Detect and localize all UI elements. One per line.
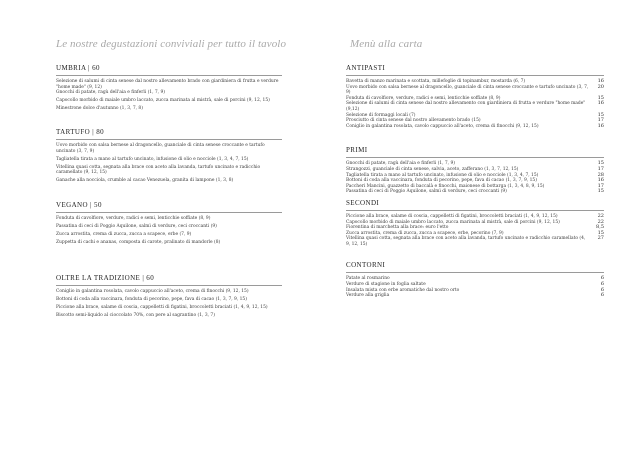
section-secondi bbox=[346, 199, 604, 248]
secondi-title: SECONDI bbox=[346, 198, 380, 207]
menu-item: Zucca arrostita, crema di zucca, zucca a scapece, erbe, pecorino (7, 9) 15 bbox=[346, 229, 604, 236]
a-la-carte-column bbox=[346, 64, 604, 299]
menu-item: Fonduta di cavolfiore, verdure, radici e semi, lenticchie soffiate (8, 9) 15 bbox=[346, 94, 604, 101]
tasting-menus-heading: Le nostre degustazioni conviviali per tutto il tavolo bbox=[56, 38, 287, 50]
divider bbox=[56, 139, 282, 140]
menu-tradizione-title: OLTRE LA TRADIZIONE | 60 bbox=[56, 273, 155, 282]
menu-item: Verdure alla griglia 6 bbox=[346, 292, 604, 299]
price: 28 bbox=[597, 171, 604, 178]
menu-tradizione bbox=[56, 274, 282, 319]
section-contorni bbox=[346, 261, 604, 298]
price: 15 bbox=[597, 188, 604, 195]
menu-tartufo-title: TARTUFO | 80 bbox=[56, 127, 104, 136]
price: 6 bbox=[600, 292, 604, 299]
menu-item: Insalata mista con erbe aromatiche dal nostro orto 6 bbox=[346, 286, 604, 293]
menu-item: Prosciutto di cinta senese dal nostro allevamento brado (15) 17 bbox=[346, 117, 604, 124]
divider bbox=[56, 212, 282, 213]
divider bbox=[346, 210, 604, 211]
price: 17 bbox=[597, 165, 604, 172]
menu-umbria bbox=[56, 64, 282, 112]
menu-item: Strangozzi, guanciale di cinta senese, salvia, aceto, zafferano (1, 3, 7, 12, 15) 17 bbox=[346, 165, 604, 172]
menu-item: Bottoni di coda alla vaccinara, fonduta di pecorino, pepe, fava di cacao (1, 3, 7, 9, 15) 16 bbox=[346, 177, 604, 184]
menu-item: Tagliatella tirata a mano al tartufo uncinato, infusione di olio e nocciole (1, 3, 4, 7, 15) 28 bbox=[346, 171, 604, 178]
menu-item: Piccione alla brace, salame di coscia, cappelletti di figatini, broccoletti braciati (1, 4, 9, 12, 15) 22 bbox=[346, 212, 604, 219]
divider bbox=[346, 272, 604, 273]
menu-item: Verdure di stagione in foglia saltate 6 bbox=[346, 281, 604, 288]
divider bbox=[56, 75, 282, 76]
menu-item: Fiorentina di marchetta alla brace: euro l'etto 8,5 bbox=[346, 224, 604, 231]
list-item: Coniglio in galantina rosolata, cavolo cappuccio all'aceto, crema di finocchi (9, 12, 15) bbox=[56, 288, 249, 294]
price: 16 bbox=[597, 100, 604, 107]
menu-tartufo bbox=[56, 128, 282, 184]
list-item: Uovo morbido con salsa bernese al dragoncello, guanciale di cinta senese croccante e tartufo uncinato (3, 7, 9) bbox=[56, 142, 265, 154]
list-item: Selezione di salumi di cinta senese dal nostro allevamento brado con giardiniera di frutta e verdure "home made" (9, 12) bbox=[56, 79, 279, 90]
menu-item: Paccheri Mancini, guazzetto di baccalà e finocchi, maionese di bottarga (1, 3, 4, 8, 9, 15) 17 bbox=[346, 182, 604, 189]
price: 8,5 bbox=[596, 224, 604, 231]
price: 27 bbox=[597, 235, 604, 242]
price: 15 bbox=[597, 94, 604, 101]
list-item: Fonduta di cavolfiore, verdure, radici e semi, lenticchie soffiate (8, 9) bbox=[56, 216, 211, 222]
menu-item: Coniglio in galantina rosolata, cavolo cappuccio all'aceto, crema di finocchi (9, 12, 15) 16 bbox=[346, 122, 604, 129]
menu-vegano-title: VEGANO | 50 bbox=[56, 201, 102, 210]
primi-title: PRIMI bbox=[346, 146, 368, 155]
menu-item: Bavetta di manzo marinata e scottata, millefoglie di topinambur, mostarda (6, 7) 16 bbox=[346, 78, 604, 84]
list-item: Zuppetta di cachi e ananas, composta di carote, pralinato di mandorle (8) bbox=[56, 240, 221, 246]
price: 15 bbox=[597, 229, 604, 236]
section-primi bbox=[346, 146, 604, 195]
divider bbox=[56, 285, 282, 286]
price: 15 bbox=[597, 160, 604, 167]
list-item: Zucca arrostita, crema di zucca, zucca a scapece, erbe (7, 9) bbox=[56, 232, 192, 238]
list-item: Capocollo morbido di maiale umbro laccato, zucca marinata al mistrà, sale di porcini (9, 12, 15) bbox=[56, 98, 270, 104]
menu-item: Uovo morbido con salsa bernese al dragoncello, guanciale di cinta senese croccante e tartufo uncinato (3, 7, 9) 20 bbox=[346, 83, 604, 96]
divider bbox=[346, 75, 604, 76]
list-item: Minestrone dolce d'autunno (1, 3, 7, 8) bbox=[56, 106, 143, 112]
menu-vegano bbox=[56, 201, 282, 246]
list-item: Gnocchi di patate, ragù dell'aia e finferli (1, 7, 9) bbox=[56, 90, 165, 96]
menu-item: Vitellina quasi cotta, segnata alla brace con aceto alla lavanda, tartufo uncinato e radicchio caramellato (4, 9, 12, 15) 27 bbox=[346, 235, 604, 247]
menu-item: Patate al rosmarino 6 bbox=[346, 275, 604, 282]
list-item: Piccione alla brace, salame di coscia, cappelletti di figatini, broccoletti braciati (1, 4, 9, 12, 15) bbox=[56, 305, 268, 311]
price: 6 bbox=[600, 281, 604, 288]
price: 20 bbox=[597, 83, 604, 90]
list-item: Ganache alla nocciola, crumble al cacao Venezuela, granita di lampone (1, 3, 8) bbox=[56, 178, 234, 184]
menu-item: Selezione di salumi di cinta senese dal nostro allevamento con giardiniera di frutta e verdure "home made" (9,12) 16 bbox=[346, 100, 604, 112]
a-la-carte-heading: Menù alla carta bbox=[350, 38, 423, 50]
price: 22 bbox=[597, 218, 604, 225]
tasting-menus-column bbox=[56, 64, 282, 319]
price: 16 bbox=[597, 177, 604, 184]
price: 16 bbox=[597, 78, 604, 84]
contorni-title: CONTORNI bbox=[346, 261, 386, 270]
price: 16 bbox=[597, 122, 604, 129]
price: 17 bbox=[597, 182, 604, 189]
divider bbox=[346, 157, 604, 158]
menu-item: Passatina di ceci di Poggio Aquilone, salmì di verdure, ceci croccanti (9) 15 bbox=[346, 188, 604, 195]
list-item: Biscotto semi-liquido al cioccolato 70%, con pere al sagrantino (1, 3, 7) bbox=[56, 313, 215, 319]
antipasti-title: ANTIPASTI bbox=[346, 64, 386, 72]
price: 6 bbox=[600, 286, 604, 293]
price: 17 bbox=[597, 117, 604, 124]
price: 6 bbox=[600, 275, 604, 282]
menu-item: Capocollo morbido di maiale umbro laccato, zucca marinata al mistrà, sale di porcini (9, 12, 15) 22 bbox=[346, 218, 604, 225]
price: 15 bbox=[597, 111, 604, 118]
list-item: Bottoni di coda alla vaccinara, fonduta di pecorino, pepe, fava di cacao (1, 3, 7, 9, 15) bbox=[56, 297, 247, 302]
section-antipasti bbox=[346, 64, 604, 129]
list-item: Vitellina quasi cotta, segnata alla brace con aceto alla lavanda, tartufo uncinato e radicchio caramellato (9, 12, 15) bbox=[56, 164, 261, 176]
list-item: Passatina di ceci di Poggio Aquilone, salmì di verdure, ceci croccanti (9) bbox=[56, 224, 217, 230]
list-item: Tagliatella tirata a mano al tartufo uncinato, infusione di olio e nocciole (1, 3, 4, 7, 15) bbox=[56, 156, 249, 162]
menu-item: Gnocchi di patate, ragù dell'aia e finferli (1, 7, 9) 15 bbox=[346, 160, 604, 167]
menu-item: Selezione di formaggi locali (7) 15 bbox=[346, 111, 604, 118]
price: 22 bbox=[597, 212, 604, 219]
menu-umbria-title: UMBRIA | 60 bbox=[56, 64, 100, 72]
